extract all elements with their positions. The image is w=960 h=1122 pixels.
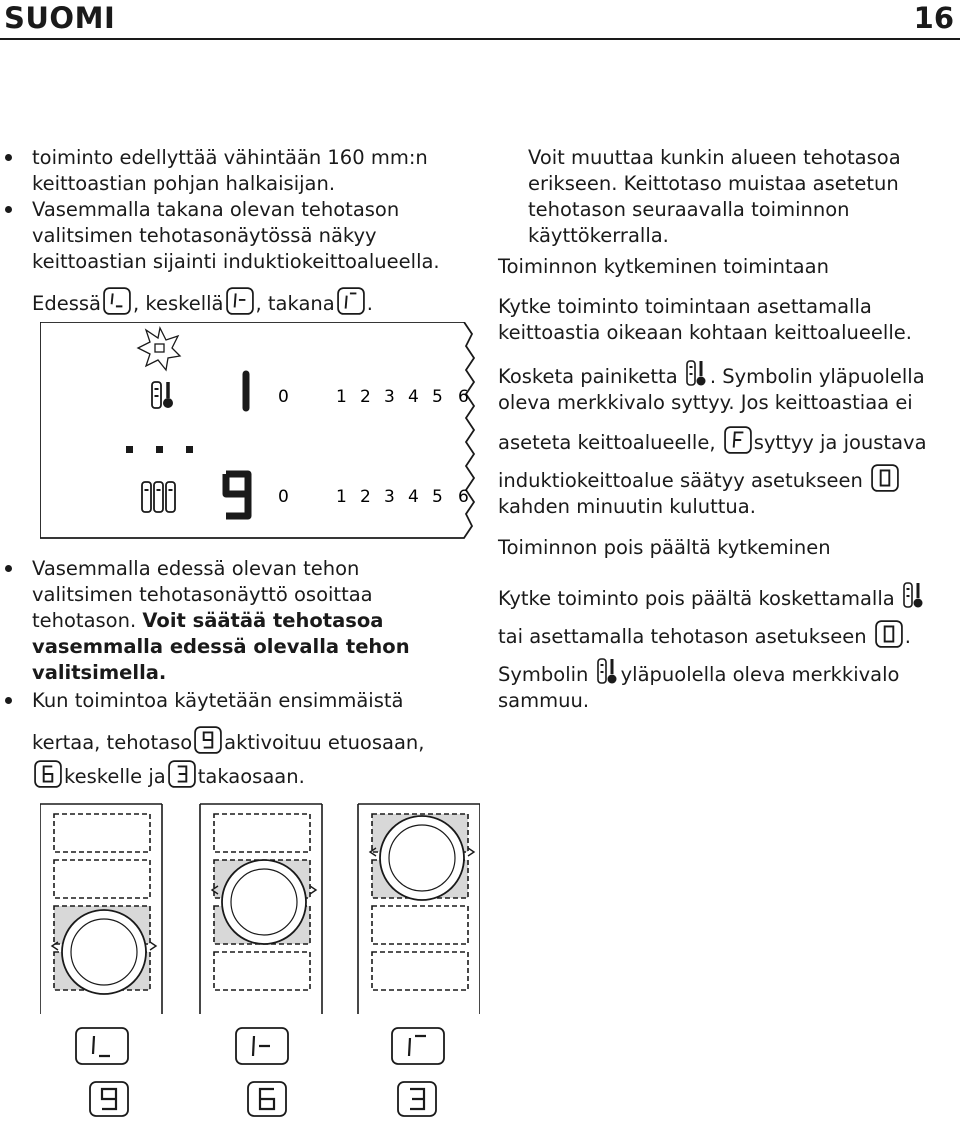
right-p3-line-1 (498, 582, 927, 612)
heading-turn-on: Toiminnon kytkeminen toimintaan (498, 255, 829, 278)
scale-top-2: 2 (360, 387, 371, 407)
left-b3-line-4: vasemmalla edessä olevalla tehon (32, 635, 410, 658)
pan-detection-icon-inline-3 (597, 658, 619, 686)
digit-9-icon (194, 726, 222, 754)
keskelle-text: keskelle ja (64, 765, 166, 788)
digit-0-icon-1 (871, 464, 899, 492)
pot-middle (222, 860, 306, 944)
tai-asettamalla-text: tai asettamalla tehotason asetukseen (498, 625, 867, 648)
keskella-text: , keskellä (132, 292, 224, 315)
display-digit-6 (248, 1082, 286, 1116)
left-b3-line-1: Vasemmalla edessä olevan tehon (32, 557, 360, 580)
symbolin-text: Symbolin (498, 663, 589, 686)
large-digit-bottom (226, 474, 248, 516)
rear-position-icon (337, 287, 365, 315)
left-b2-line-2: valitsimen tehotasonäytössä näkyy (32, 224, 377, 247)
power-scale-bottom (278, 487, 469, 507)
header-page-number: 16 (913, 1, 954, 35)
letter-f-icon (724, 426, 752, 454)
front-position-icon (103, 287, 131, 315)
dots-indicator (126, 446, 193, 453)
control-panel-illustration (40, 322, 488, 544)
display-digit-9 (90, 1082, 128, 1116)
scale-bottom-4: 4 (408, 487, 419, 507)
scale-top-6: 6 (458, 387, 469, 407)
left-b1-line-1: toiminto edellyttää vähintään 160 mm:n (32, 146, 428, 169)
zone-panel-front (40, 804, 162, 1014)
right-p2-line-3 (498, 360, 925, 390)
period-text: . (366, 292, 373, 315)
zone-panel-rear (358, 804, 480, 1014)
right-p3-line-3 (498, 658, 899, 688)
right-p3-line-4: sammuu. (498, 689, 590, 712)
scale-bottom-0: 0 (278, 487, 289, 507)
digit-3-icon (168, 760, 196, 788)
edessa-text: Edessä (32, 292, 101, 315)
takaosaan-text: takaosaan. (197, 765, 305, 788)
pan-detection-icon-inline-1 (686, 360, 708, 388)
right-p2-line-6 (498, 464, 901, 494)
left-b3-line-5: valitsimella. (32, 661, 167, 684)
aktivoituu-text: aktivoituu etuosaan, (224, 731, 425, 754)
header-language: SUOMI (4, 1, 116, 35)
display-front-position (76, 1028, 128, 1064)
left-b1-line-2: keittoastian pohjan halkaisijan. (32, 172, 336, 195)
middle-position-icon (226, 287, 254, 315)
right-p1-line-4: käyttökerralla. (528, 224, 669, 247)
right-p2-line-1: Kytke toiminto toimintaan asettamalla (498, 295, 872, 318)
scale-top-1: 1 (336, 387, 347, 407)
left-b2-line-1: Vasemmalla takana olevan tehotason (32, 198, 400, 221)
bullet-3 (5, 565, 12, 572)
scale-top-5: 5 (432, 387, 443, 407)
right-p2-line-2: keittoastia oikeaan kohtaan keittoalueelle. (498, 321, 912, 344)
right-p3-line-2 (498, 620, 911, 650)
right-p2-line-7: kahden minuutin kuluttua. (498, 495, 756, 518)
power-sun-icon (138, 328, 180, 370)
pan-detection-icon-top (152, 382, 173, 408)
digit-0-icon-2 (875, 620, 903, 648)
display-middle-position (236, 1028, 288, 1064)
symbolin-ylapuolella-text: . Symbolin yläpuolella (709, 365, 925, 388)
kertaa-text: kertaa, tehotaso (32, 731, 193, 754)
syttyy-text: syttyy ja joustava (753, 431, 927, 454)
right-p1-line-2: erikseen. Keittotaso muistaa asetetun (528, 172, 899, 195)
tehotason-text: tehotason. (32, 609, 137, 632)
left-b2-line-4 (32, 287, 373, 317)
cooking-zones-illustration (40, 800, 480, 1122)
power-scale-top (278, 387, 469, 407)
bullet-2 (5, 206, 12, 213)
heading-turn-off: Toiminnon pois päältä kytkeminen (498, 536, 831, 559)
scale-top-4: 4 (408, 387, 419, 407)
scale-bottom-6: 6 (458, 487, 469, 507)
right-p1-line-1: Voit muuttaa kunkin alueen tehotasoa (528, 146, 901, 169)
display-rear-position (392, 1028, 444, 1064)
ylapuolella-oleva-text: yläpuolella oleva merkkivalo (620, 663, 900, 686)
scale-bottom-5: 5 (432, 487, 443, 507)
adjust-bold-text: Voit säätää tehotasoa (142, 609, 384, 632)
scale-bottom-2: 2 (360, 487, 371, 507)
scale-bottom-3: 3 (384, 487, 395, 507)
display-digit-3 (398, 1082, 436, 1116)
right-p2-line-5 (498, 426, 927, 456)
bullet-1 (5, 154, 12, 161)
bridge-zone-icon (142, 482, 175, 512)
right-p1-line-3: tehotason seuraavalla toiminnon (528, 198, 850, 221)
scale-top-0: 0 (278, 387, 289, 407)
zone-panel-middle (200, 804, 322, 1014)
left-b4-line-1: Kun toimintoa käytetään ensimmäistä (32, 689, 404, 712)
page-header (0, 0, 960, 36)
induktiokeittoalue-text: induktiokeittoalue säätyy asetukseen (498, 469, 863, 492)
header-rule (0, 38, 960, 40)
left-b4-line-3 (32, 760, 305, 790)
pot-rear (380, 816, 464, 900)
digit-6-icon (34, 760, 62, 788)
takana-text: , takana (255, 292, 335, 315)
scale-top-3: 3 (384, 387, 395, 407)
right-p2-line-4: oleva merkkivalo syttyy. Jos keittoastiaa ei (498, 391, 913, 414)
period-text-2: . (904, 625, 911, 648)
bullet-4 (5, 697, 12, 704)
kosketa-text: Kosketa painiketta (498, 365, 678, 388)
left-b3-line-2: valitsimen tehotasonäyttö osoittaa (32, 583, 373, 606)
left-b3-line-3 (32, 608, 383, 634)
pan-detection-icon-inline-2 (903, 582, 925, 610)
scale-bottom-1: 1 (336, 487, 347, 507)
pot-front (62, 910, 146, 994)
left-b2-line-3: keittoastian sijainti induktiokeittoalueella. (32, 250, 440, 273)
left-b4-line-2 (32, 726, 424, 756)
kytke-pois-text: Kytke toiminto pois päältä koskettamalla (498, 587, 895, 610)
aseteta-text: aseteta keittoalueelle, (498, 431, 716, 454)
